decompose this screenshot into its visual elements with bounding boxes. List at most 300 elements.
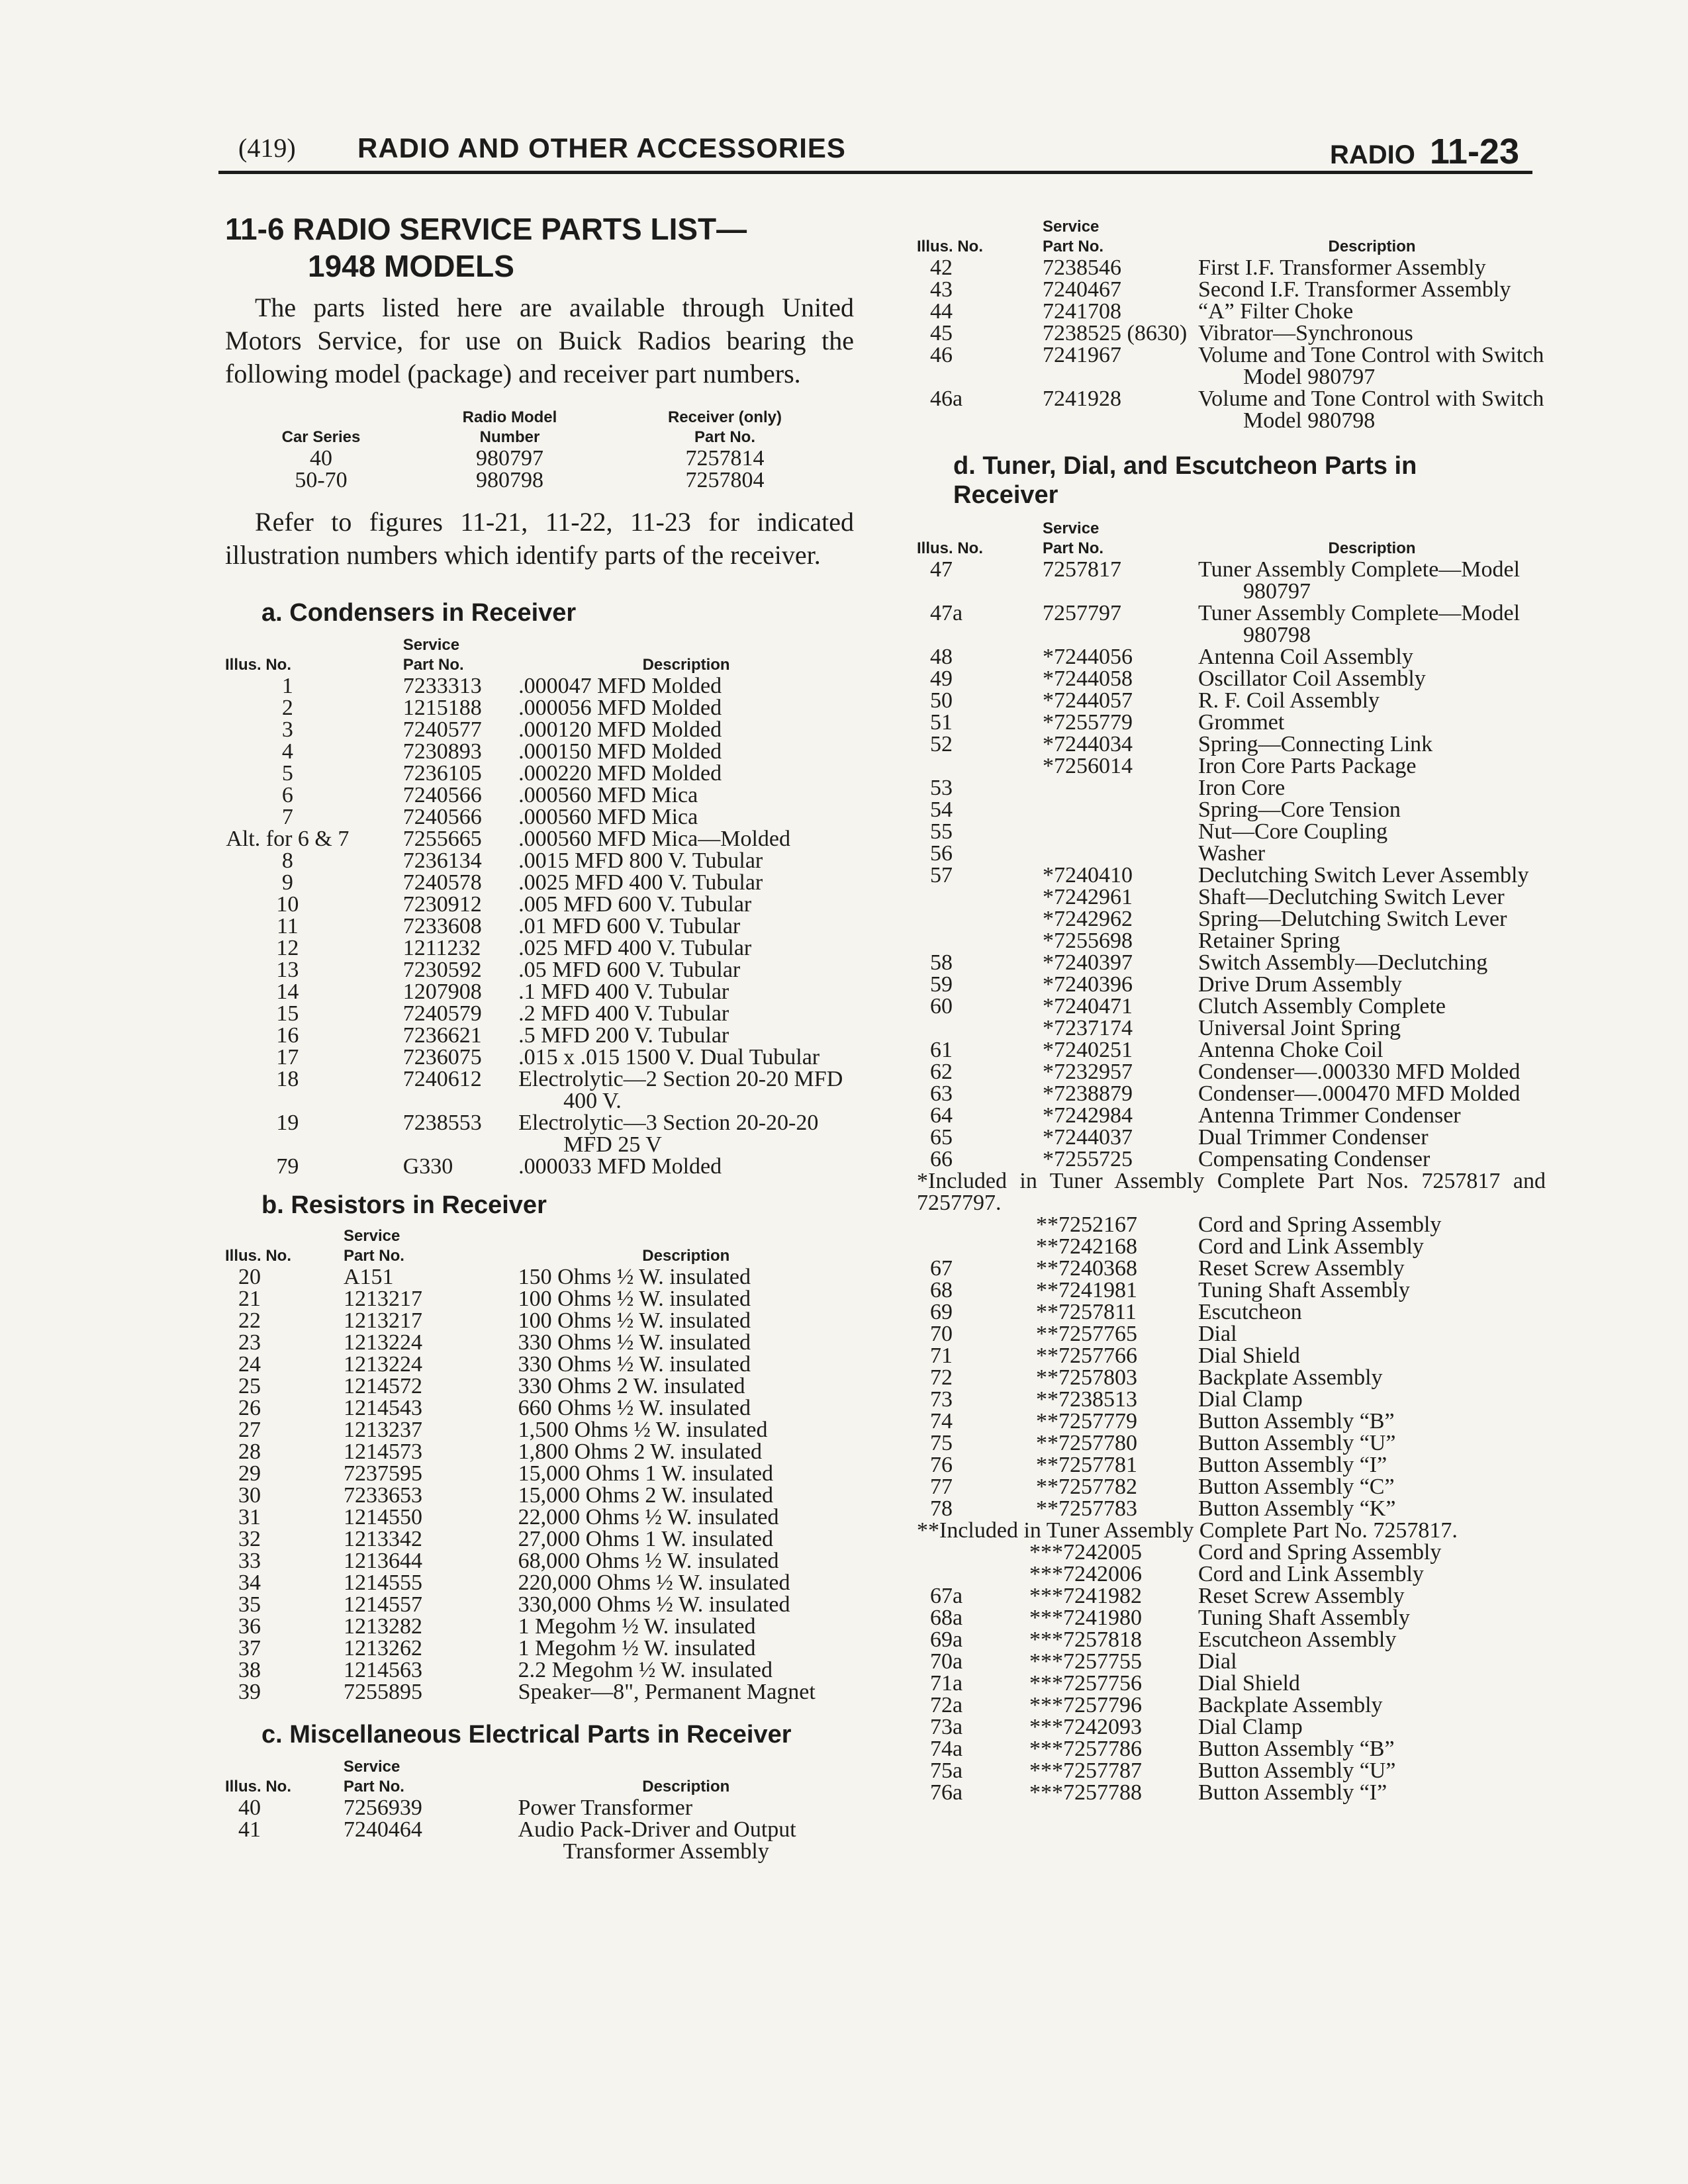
part-number-cell: ***7242093 (1029, 1715, 1142, 1739)
illus-number-cell: 6 (281, 783, 293, 807)
part-number-cell: *7256014 (1043, 754, 1133, 778)
table-row (917, 1236, 1546, 1257)
illus-number-cell: 41 (238, 1817, 261, 1842)
part-number-cell: 7230893 (402, 739, 482, 764)
table-row (917, 1214, 1546, 1236)
illus-number-cell: 58 (930, 950, 953, 975)
illus-number-cell: 12 (276, 936, 299, 960)
part-number-cell: **7257780 (1036, 1431, 1137, 1455)
part-number-cell: **7257779 (1036, 1409, 1137, 1433)
resistors-table (225, 1226, 854, 1703)
section-b-title: b. Resistors in Receiver (261, 1191, 547, 1219)
table-row (225, 1528, 854, 1550)
description-cell: Backplate Assembly (1198, 1693, 1383, 1717)
description-cell: Washer (1198, 841, 1266, 866)
illus-number-cell: 3 (281, 717, 293, 742)
part-number-cell: 1213237 (343, 1418, 422, 1442)
illus-number-cell: 70 (930, 1322, 953, 1346)
section-d-title-text: d. Tuner, Dial, and Escutcheon Parts in Receiver (953, 452, 1417, 509)
illus-number-cell: 57 (930, 863, 953, 887)
description-cell: “A” Filter Choke (1198, 299, 1354, 324)
th-description: Description (642, 1778, 730, 1796)
table-row (225, 959, 854, 981)
table-row (917, 733, 1546, 755)
table-row (917, 1301, 1546, 1323)
description-cell: Tuner Assembly Complete—Model 980797 (1198, 557, 1521, 604)
car-series-cell: 40 (310, 446, 332, 471)
table-row (917, 668, 1546, 690)
part-number-cell: *7232957 (1043, 1060, 1133, 1084)
description-cell: Cord and Spring Assembly (1198, 1212, 1442, 1237)
illus-number-cell: 64 (930, 1103, 953, 1128)
part-number-cell: **7257803 (1036, 1365, 1137, 1390)
part-number-cell: *7244057 (1043, 688, 1133, 713)
part-number-cell: *7255698 (1043, 929, 1133, 953)
part-number-cell: 7236134 (402, 848, 482, 873)
illus-number-cell: 60 (930, 994, 953, 1019)
part-number-cell: ***7257788 (1029, 1780, 1142, 1805)
table-row (917, 559, 1546, 602)
description-cell: .000560 MFD Mica (518, 805, 698, 829)
description-cell: Dial Clamp (1198, 1715, 1303, 1739)
description-cell: .000220 MFD Molded (518, 761, 722, 786)
illus-number-cell: 20 (238, 1265, 261, 1289)
part-number-cell: **7252167 (1036, 1212, 1137, 1237)
illus-number-cell: 67a (930, 1584, 963, 1608)
description-cell: Escutcheon Assembly (1198, 1627, 1397, 1652)
description-cell: .05 MFD 600 V. Tubular (518, 958, 741, 982)
illus-number-cell: 16 (276, 1023, 299, 1048)
description-cell: Dial Clamp (1198, 1387, 1303, 1412)
description-cell: Universal Joint Spring (1198, 1016, 1401, 1040)
illus-number-cell: 62 (930, 1060, 953, 1084)
part-number-cell (1029, 799, 1198, 821)
th-description: Description (1328, 238, 1416, 255)
description-cell: Tuner Assembly Complete—Model 980798 (1198, 601, 1521, 647)
description-cell: 15,000 Ohms 1 W. insulated (518, 1461, 773, 1486)
table-row (917, 1410, 1546, 1432)
table-row (917, 1323, 1546, 1345)
table-row (917, 1760, 1546, 1782)
left-column (225, 210, 854, 1862)
part-number-cell: 1215188 (402, 696, 482, 720)
illus-number-cell: 73a (930, 1715, 963, 1739)
description-cell: Volume and Tone Control with Switch Model 980798 (1198, 387, 1544, 433)
description-cell: Dual Trimmer Condenser (1198, 1125, 1429, 1150)
description-cell: Antenna Trimmer Condenser (1198, 1103, 1461, 1128)
illus-number-cell: 70a (930, 1649, 963, 1674)
table-row (917, 1367, 1546, 1388)
table-row (225, 1112, 854, 1156)
illus-number-cell: 48 (930, 645, 953, 669)
part-number-cell: *7240396 (1043, 972, 1133, 997)
part-number-cell: 7233608 (402, 914, 482, 938)
description-cell: Declutching Switch Lever Assembly (1198, 863, 1529, 887)
description-cell: Dial (1198, 1649, 1237, 1674)
part-number-cell: *7240397 (1043, 950, 1133, 975)
part-number-cell: 1213282 (343, 1614, 422, 1639)
radio-model-cell: 980798 (476, 468, 543, 492)
radio-model-cell: 980797 (476, 446, 543, 471)
part-number-cell: 7240577 (402, 717, 482, 742)
illus-number-cell: 2 (281, 696, 293, 720)
description-cell: .01 MFD 600 V. Tubular (518, 914, 741, 938)
part-number-cell: 7233653 (343, 1483, 422, 1508)
description-cell: Button Assembly “U” (1198, 1431, 1396, 1455)
tuner-table (917, 519, 1546, 1170)
table-row (917, 1563, 1546, 1585)
section-d-title (917, 451, 1546, 510)
illus-number-cell: 56 (930, 841, 953, 866)
illus-number-cell: 9 (281, 870, 293, 895)
illus-number-cell: 67 (930, 1256, 953, 1281)
description-cell: 1 Megohm ½ W. insulated (518, 1614, 756, 1639)
th-illus: Illus. No. (917, 238, 984, 255)
table-row (225, 981, 854, 1003)
table-row (225, 719, 854, 741)
description-cell: Button Assembly “K” (1198, 1496, 1396, 1521)
th-radio-model: Radio Model Number (462, 408, 557, 446)
part-number-cell: ***7257756 (1029, 1671, 1142, 1696)
th-illus: Illus. No. (225, 656, 292, 674)
part-number-cell: 1211232 (402, 936, 481, 960)
description-cell: 1,500 Ohms ½ W. insulated (518, 1418, 768, 1442)
description-cell: 330,000 Ohms ½ W. insulated (518, 1592, 790, 1617)
table-row (917, 1738, 1546, 1760)
illus-number-cell: 72 (930, 1365, 953, 1390)
description-cell: Speaker—8", Permanent Magnet (518, 1680, 816, 1704)
description-cell: Button Assembly “C” (1198, 1475, 1395, 1499)
illus-number-cell (917, 886, 1029, 908)
part-number-cell: 1214563 (343, 1658, 422, 1682)
table-row (917, 1279, 1546, 1301)
part-number-cell: 7238525 (8630) (1043, 321, 1188, 345)
table-row (917, 1039, 1546, 1061)
illus-number-cell: 73 (930, 1387, 953, 1412)
part-number-cell: 7230592 (402, 958, 482, 982)
description-cell: 27,000 Ohms 1 W. insulated (518, 1527, 773, 1551)
part-number-cell: 1213224 (343, 1330, 422, 1355)
table-row (225, 1156, 854, 1177)
footnote-single-star: *Included in Tuner Assembly Complete Part Nos. 7257817 and 7257797. (917, 1169, 1546, 1215)
table-row (917, 1716, 1546, 1738)
illus-number-cell: 10 (276, 892, 299, 917)
description-cell: Grommet (1198, 710, 1285, 735)
illus-number-cell: 51 (930, 710, 953, 735)
illus-number-cell: 46a (930, 387, 963, 411)
description-cell: Tuning Shaft Assembly (1198, 1606, 1410, 1630)
th-service-part: Service Part No. (402, 636, 464, 674)
description-cell: 100 Ohms ½ W. insulated (518, 1308, 751, 1333)
table-row (225, 806, 854, 828)
illus-number-cell: 66 (930, 1147, 953, 1171)
table-row (225, 1659, 854, 1681)
table-row (225, 1024, 854, 1046)
description-cell: .000560 MFD Mica—Molded (518, 827, 790, 851)
description-cell: Clutch Assembly Complete (1198, 994, 1446, 1019)
part-number-cell: *7242984 (1043, 1103, 1133, 1128)
table-row (225, 893, 854, 915)
description-cell: Retainer Spring (1198, 929, 1340, 953)
description-cell: Iron Core (1198, 776, 1286, 800)
intro-paragraph: The parts listed here are available through United Motors Service, for use on Buick Radios bearing the following model (package) and receiver part numbers. (225, 293, 854, 388)
illus-number-cell (917, 1541, 1029, 1563)
description-cell: Nut—Core Coupling (1198, 819, 1388, 844)
table-row (225, 1484, 854, 1506)
part-number-cell: **7257766 (1036, 1343, 1137, 1368)
illus-number-cell: 31 (238, 1505, 261, 1529)
part-number-cell: ***7242005 (1029, 1540, 1142, 1565)
part-number-cell: 7240579 (402, 1001, 482, 1026)
table-row (917, 300, 1546, 322)
description-cell: Compensating Condenser (1198, 1147, 1430, 1171)
right-column (917, 217, 1546, 1803)
part-number-cell: *7244034 (1043, 732, 1133, 756)
description-cell: Antenna Coil Assembly (1198, 645, 1413, 669)
description-cell: .025 MFD 400 V. Tubular (518, 936, 752, 960)
description-cell: Iron Core Parts Package (1198, 754, 1417, 778)
part-number-cell (1029, 842, 1198, 864)
description-cell: Button Assembly “I” (1198, 1453, 1387, 1477)
illus-number-cell: 11 (276, 914, 299, 938)
table-row (917, 1498, 1546, 1520)
illus-number-cell: 69a (930, 1627, 963, 1652)
part-number-cell: *7240471 (1043, 994, 1133, 1019)
misc-table-left (225, 1757, 854, 1862)
table-row (917, 1105, 1546, 1126)
table-row (225, 850, 854, 872)
table-row (225, 762, 854, 784)
description-cell: .1 MFD 400 V. Tubular (518, 979, 729, 1004)
description-cell: .5 MFD 200 V. Tubular (518, 1023, 729, 1048)
part-number-cell: 7241928 (1043, 387, 1121, 411)
table-row (917, 930, 1546, 952)
part-number-cell: G330 (402, 1154, 453, 1179)
misc-table-right (917, 217, 1546, 432)
part-number-cell: 1214557 (343, 1592, 422, 1617)
description-cell: Switch Assembly—Declutching (1198, 950, 1488, 975)
illus-number-cell: 24 (238, 1352, 261, 1377)
part-number-cell: 7255665 (402, 827, 482, 851)
part-number-cell: *7255725 (1043, 1147, 1133, 1171)
illus-number-cell: 63 (930, 1081, 953, 1106)
illus-number-cell (917, 755, 1029, 777)
part-number-cell: 7233313 (402, 674, 482, 698)
th-service-part: Service Part No. (1043, 520, 1104, 557)
page-header (218, 130, 1532, 174)
part-number-cell: 7240566 (402, 783, 482, 807)
part-number-cell: 7257817 (1043, 557, 1121, 582)
description-cell: 150 Ohms ½ W. insulated (518, 1265, 751, 1289)
description-cell: 660 Ohms ½ W. insulated (518, 1396, 751, 1420)
condensers-table (225, 635, 854, 1177)
table-row (917, 1651, 1546, 1672)
description-cell: Antenna Choke Coil (1198, 1038, 1383, 1062)
description-cell: Button Assembly “B” (1198, 1737, 1395, 1761)
description-cell: .2 MFD 400 V. Tubular (518, 1001, 729, 1026)
illus-number-cell: 5 (281, 761, 293, 786)
description-cell: Volume and Tone Control with Switch Model 980797 (1198, 343, 1544, 389)
illus-number-cell: 21 (238, 1287, 261, 1311)
table-row (225, 697, 854, 719)
part-number-cell: *7240251 (1043, 1038, 1133, 1062)
table-row (917, 690, 1546, 711)
illus-number-cell: 74a (930, 1737, 963, 1761)
table-row (225, 1353, 854, 1375)
part-number-cell: 1213224 (343, 1352, 422, 1377)
table-row (225, 675, 854, 697)
illus-number-cell (917, 1563, 1029, 1585)
part-number-cell (1029, 777, 1198, 799)
table-row (225, 1572, 854, 1594)
th-description: Description (642, 1247, 730, 1265)
description-cell: Shaft—Declutching Switch Lever (1198, 885, 1505, 909)
part-number-cell: 7236075 (402, 1045, 482, 1069)
table-row (225, 1375, 854, 1397)
description-cell: Reset Screw Assembly (1198, 1584, 1405, 1608)
part-number-cell: ***7257796 (1029, 1693, 1142, 1717)
description-cell: 2.2 Megohm ½ W. insulated (518, 1658, 773, 1682)
part-number-cell: 1213644 (343, 1549, 422, 1573)
part-number-cell (1029, 821, 1198, 842)
table-row (225, 1441, 854, 1463)
illus-number-cell: 40 (238, 1796, 261, 1820)
table-row (225, 1288, 854, 1310)
description-cell: Cord and Link Assembly (1198, 1234, 1424, 1259)
part-number-cell: 7240467 (1043, 277, 1121, 302)
table-row (917, 1432, 1546, 1454)
illus-number-cell: 53 (930, 776, 953, 800)
table-row (917, 1454, 1546, 1476)
table-row (917, 974, 1546, 995)
table-row (225, 1594, 854, 1615)
page-number: (419) (238, 133, 296, 163)
illus-number-cell: 71 (930, 1343, 953, 1368)
th-description: Description (1328, 539, 1416, 557)
illus-number-cell: 26 (238, 1396, 261, 1420)
table-row (917, 646, 1546, 668)
illus-number-cell: 18 (276, 1067, 299, 1091)
part-number-cell: 7236105 (402, 761, 482, 786)
table-row (917, 279, 1546, 300)
description-cell: 1,800 Ohms 2 W. insulated (518, 1439, 762, 1464)
illus-number-cell: 46 (930, 343, 953, 367)
description-cell: 15,000 Ohms 2 W. insulated (518, 1483, 773, 1508)
th-service-part: Service Part No. (1043, 218, 1104, 255)
description-cell: Reset Screw Assembly (1198, 1256, 1405, 1281)
table-row (917, 952, 1546, 974)
part-number-cell: A151 (343, 1265, 394, 1289)
description-cell: Second I.F. Transformer Assembly (1198, 277, 1511, 302)
footnote-double-star: **Included in Tuner Assembly Complete Part No. 7257817. (917, 1518, 1458, 1543)
table-row (225, 1463, 854, 1484)
illus-number-cell (917, 930, 1029, 952)
illus-number-cell: 19 (276, 1111, 299, 1135)
illus-number-cell: 74 (930, 1409, 953, 1433)
table-row (917, 388, 1546, 432)
illus-number-cell: 72a (930, 1693, 963, 1717)
illus-number-cell: 59 (930, 972, 953, 997)
illus-number-cell: 8 (281, 848, 293, 873)
table-row (917, 1607, 1546, 1629)
table-row (245, 469, 827, 491)
part-number-cell: 7238553 (402, 1111, 482, 1135)
part-number-cell: ***7242006 (1029, 1562, 1142, 1586)
illus-number-cell: 68 (930, 1278, 953, 1302)
table-row (225, 937, 854, 959)
table-row (917, 322, 1546, 344)
description-cell: Electrolytic—2 Section 20-20 MFD 400 V. (518, 1067, 843, 1113)
table-row (917, 602, 1546, 646)
part-number-cell: 7238546 (1043, 255, 1121, 280)
table-row (917, 995, 1546, 1017)
description-cell: Button Assembly “I” (1198, 1780, 1387, 1805)
table-row (225, 1003, 854, 1024)
illus-number-cell: 50 (930, 688, 953, 713)
illus-number-cell: 30 (238, 1483, 261, 1508)
part-number-cell: 7255895 (343, 1680, 422, 1704)
part-number-cell: *7237174 (1043, 1016, 1133, 1040)
header-title: RADIO AND OTHER ACCESSORIES (357, 132, 846, 163)
table-row (917, 1061, 1546, 1083)
part-number-cell: *7240410 (1043, 863, 1133, 887)
table-row (225, 1797, 854, 1819)
part-number-cell: 1214550 (343, 1505, 422, 1529)
description-cell: .0015 MFD 800 V. Tubular (518, 848, 763, 873)
illus-number-cell: 15 (276, 1001, 299, 1026)
table-row (917, 1017, 1546, 1039)
illus-number-cell: 27 (238, 1418, 261, 1442)
part-number-cell: 1213342 (343, 1527, 422, 1551)
description-cell: 100 Ohms ½ W. insulated (518, 1287, 751, 1311)
page-label: 11-23 (1429, 132, 1519, 171)
table-row (225, 741, 854, 762)
part-number-cell: 7240612 (402, 1067, 482, 1091)
part-number-cell: 1214543 (343, 1396, 422, 1420)
table-row (917, 257, 1546, 279)
table-row (225, 828, 854, 850)
illus-number-cell: 13 (276, 958, 299, 982)
illus-number-cell: 39 (238, 1680, 261, 1704)
description-cell: Vibrator—Synchronous (1198, 321, 1413, 345)
description-cell: Dial Shield (1198, 1343, 1300, 1368)
table-row (917, 1388, 1546, 1410)
description-cell: Condenser—.000470 MFD Molded (1198, 1081, 1521, 1106)
part-number-cell: **7240368 (1036, 1256, 1137, 1281)
part-number-cell: *7244056 (1043, 645, 1133, 669)
table-row (917, 1585, 1546, 1607)
table-row (917, 821, 1546, 842)
description-cell: .000120 MFD Molded (518, 717, 722, 742)
illus-number-cell: 61 (930, 1038, 953, 1062)
description-cell: 330 Ohms ½ W. insulated (518, 1330, 751, 1355)
table-row (225, 1266, 854, 1288)
table-row (917, 842, 1546, 864)
table-row (225, 915, 854, 937)
description-cell: .000560 MFD Mica (518, 783, 698, 807)
illus-number-cell: 14 (276, 979, 299, 1004)
table-row (225, 1819, 854, 1862)
part-number-cell: 7237595 (343, 1461, 422, 1486)
table-row (917, 1126, 1546, 1148)
part-number-cell: ***7257818 (1029, 1627, 1142, 1652)
description-cell: Power Transformer (518, 1796, 693, 1820)
part-number-cell: 7240464 (343, 1817, 422, 1842)
part-number-cell: 7240578 (402, 870, 482, 895)
part-number-cell: **7242168 (1036, 1234, 1137, 1259)
header-section (1330, 131, 1519, 172)
table-row (917, 1476, 1546, 1498)
